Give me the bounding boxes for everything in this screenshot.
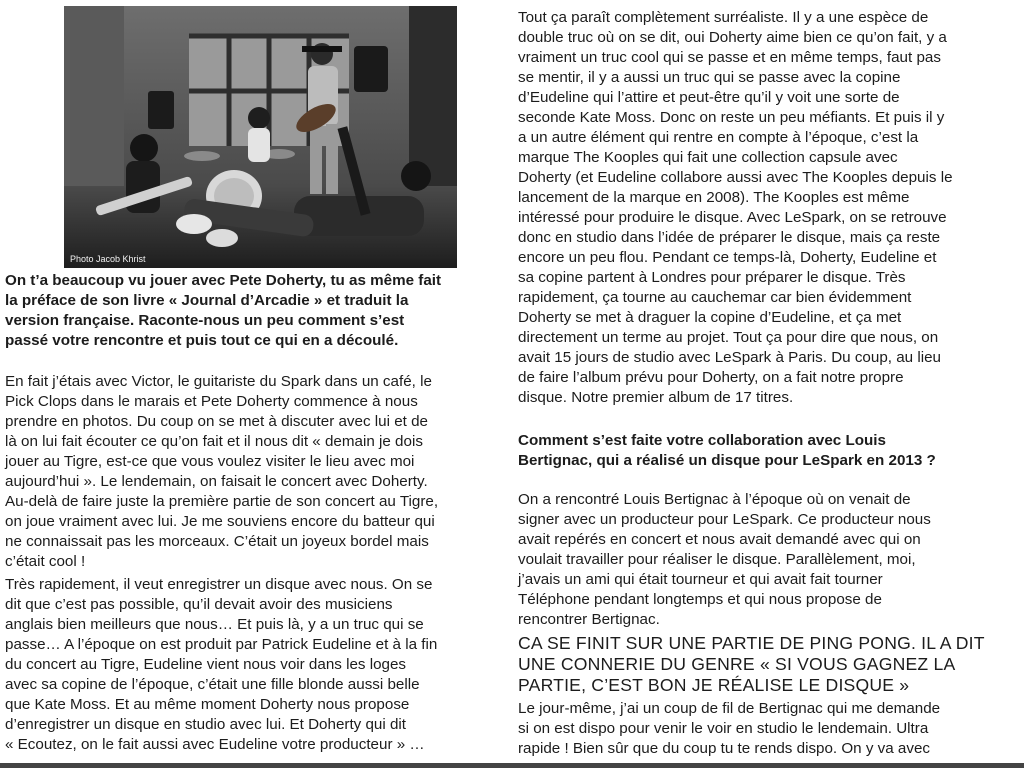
photo-credit: Photo Jacob Khrist xyxy=(70,254,146,264)
band-photo-image xyxy=(64,6,457,268)
band-photo xyxy=(64,6,457,268)
interview-question-bertignac: Comment s’est faite votre collaboration avec Louis Bertignac, qui a réalisé un disque pour LeSpark en 2013 ? xyxy=(518,432,936,469)
answer-paragraph: On a rencontré Louis Bertignac à l’époque où on venait de signer avec un producteur pour LeSpark. Ce producteur nous avait repérés en concert et nous avait demandé avec qui on voulait travailler pour réaliser le disque. Parallèlement, moi, j’avais un ami qui était tourneur et qui avait fait tourner Téléphone pendant longtemps et qui nous propose de rencontrer Bertignac. xyxy=(518,491,931,628)
answer-paragraph: En fait j’étais avec Victor, le guitariste du Spark dans un café, le Pick Clops dans le marais et Pete Doherty commence à nous prendre en photos. Du coup on se met à discuter avec lui et de là on lui fait écouter ce qu’on fait et il nous dit « demain je dois jouer au Tigre, est-ce que vous voulez visiter le lieu avec moi aujourd’hui ». Le lendemain, on faisait le concert avec Doherty. Au-delà de faire juste la première partie de son concert au Tigre, on joue vraiment avec lui. Je me souviens encore du batteur qui ne connaissait pas les morceaux. C’était un joyeux bordel mais c’était cool ! xyxy=(5,373,439,570)
answer-paragraph: Très rapidement, il veut enregistrer un disque avec nous. On se dit que c’est pas possible, qu’il devait avoir des musiciens anglais bien meilleurs que nous… Et puis là, y a un truc qui se passe… A l’époque on est produit par Patrick Eudeline et à la fin du concert au Tigre, Eudeline vient nous voir dans les loges avec sa copine de l’époque, c’était une fille blonde aussi belle que Kate Moss. Et au même moment Doherty nous propose d’enregistrer un disque en studio avec lui. Et Doherty qui dit « Ecoutez, on le fait aussi avec Eudeline votre producteur » … xyxy=(5,576,438,753)
answer-paragraph: Tout ça paraît complètement surréaliste. Il y a une espèce de double truc où on se dit, oui Doherty aime bien ce qu’on fait, y a vraiment un truc cool qui se passe et en même temps, faut pas se mentir, il y a aussi un truc qui se passe avec la copine d’Eudeline qui l’attire et peut-être qu’il y voit une sorte de seconde Kate Moss. Donc on reste un peu méfiants. Et puis il y a un autre élément qui rentre en compte à l’époque, c’est la marque The Kooples qui fait une collection capsule avec Doherty (et Eudeline collabore aussi avec The Kooples depuis le lancement de la marque en 2008). The Kooples est même intéressé pour produire le disque. Avec LeSpark, on se retrouve donc en studio dans l’idée de préparer le disque, mais ça reste encore un peu flou. Pendant ce temps-là, Doherty, Eudeline et sa copine partent à Londres pour préparer le disque. Très rapidement, ça tourne au cauchemar car bien évidemment Doherty se met à draguer la copine d’Eudeline, et ça met directement un terme au projet. Tout ça pour dire que nous, on avait 15 jours de studio avec LeSpark à Paris. Du coup, au lieu de faire l’album prévu pour Doherty, on a fait notre propre disque. Notre premier album de 17 titres. xyxy=(518,9,953,406)
interview-question-doherty: On t’a beaucoup vu jouer avec Pete Doherty, tu as même fait la préface de son livre « Journal d’Arcadie » et traduit la version française. Raconte-nous un peu comment s’est passé votre rencontre et puis tout ce qui en a découlé. xyxy=(5,272,442,349)
pull-quote: CA SE FINIT SUR UNE PARTIE DE PING PONG. IL A DIT UNE CONNERIE DU GENRE « SI VOUS GAGNEZ LA PARTIE, C’EST BON JE RÉALISE LE DISQUE » xyxy=(518,633,985,695)
answer-paragraph: Le jour-même, j’ai un coup de fil de Bertignac qui me demande si on est dispo pour venir le voir en studio le lendemain. Ultra rapide ! Bien sûr que du coup tu te rends dispo. On y va avec xyxy=(518,700,941,757)
page-bottom-border xyxy=(0,763,1024,768)
